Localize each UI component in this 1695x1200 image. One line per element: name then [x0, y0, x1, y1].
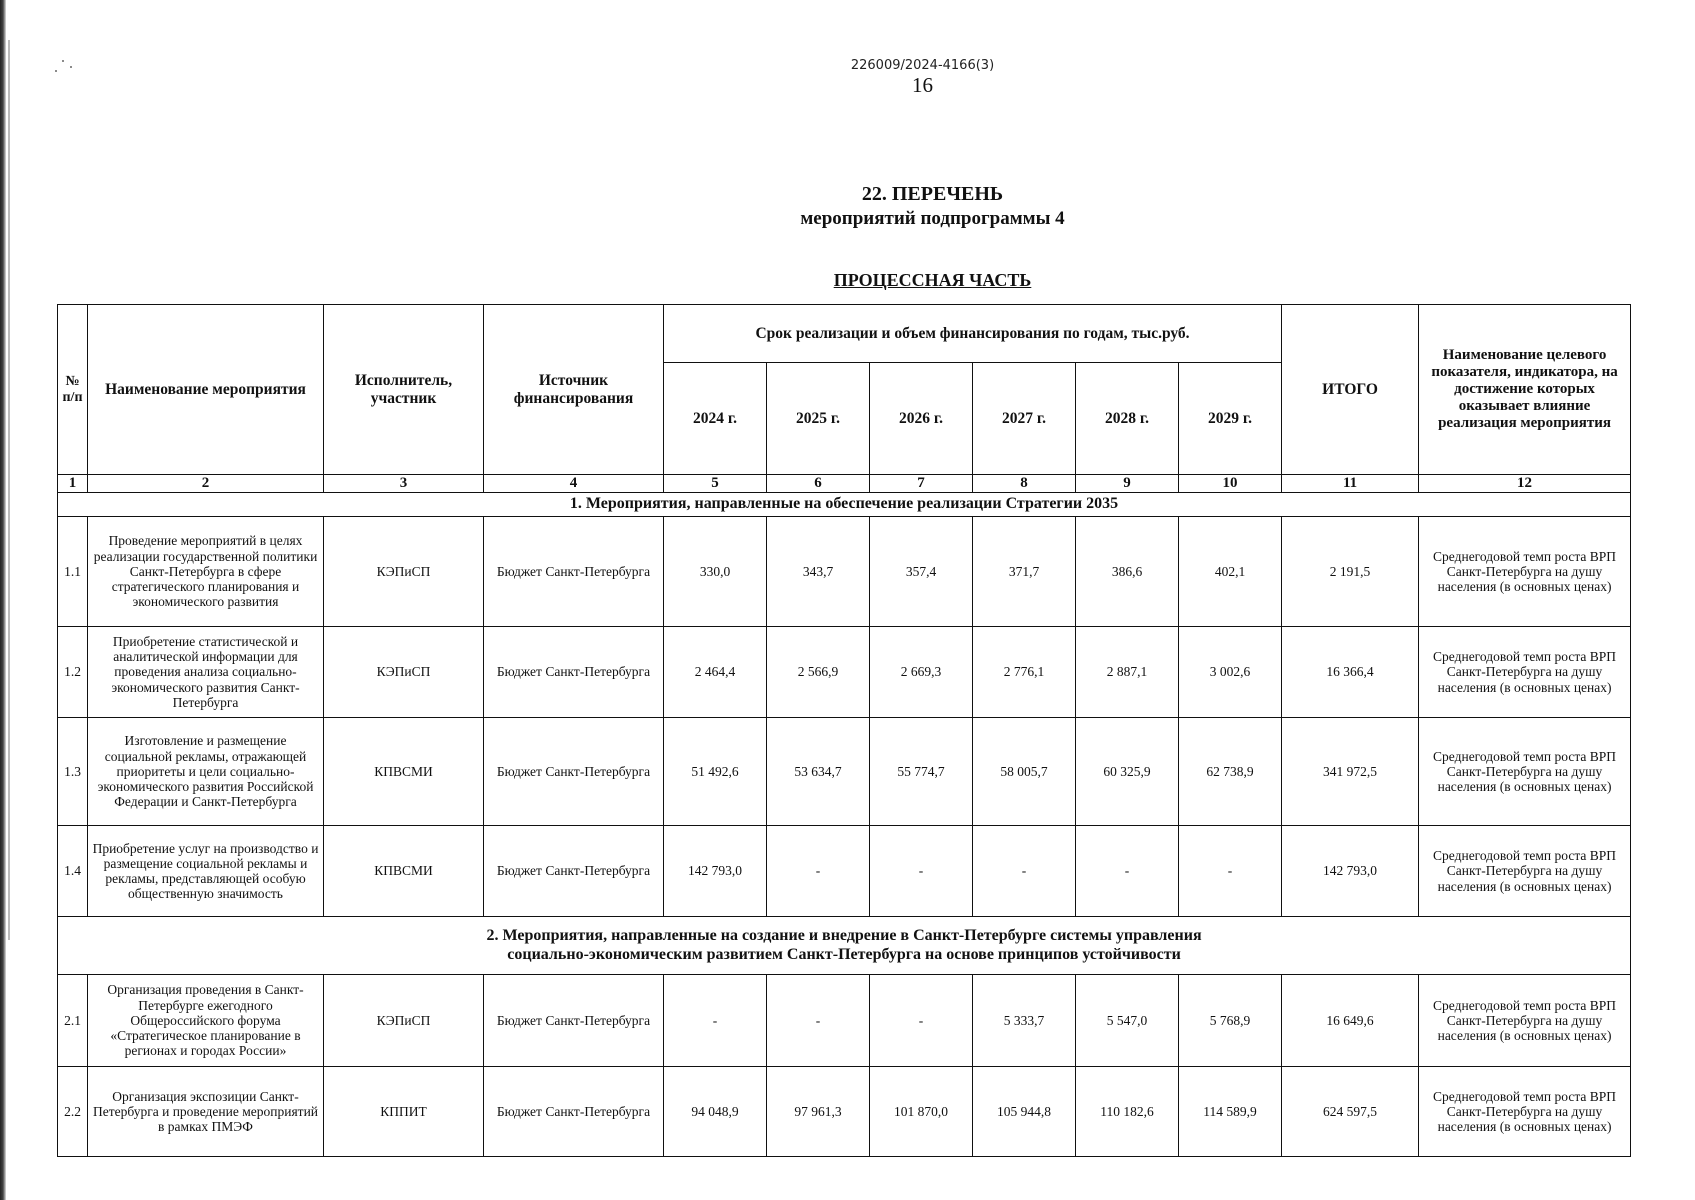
document-reference: 226009/2024-4166(3)	[850, 58, 995, 73]
header-year: 2025 г.	[767, 363, 870, 475]
year-value: 2 464,4	[664, 627, 767, 718]
header-period: Срок реализации и объем финансирования по годам, тыс.руб.	[664, 305, 1282, 363]
column-number: 10	[1179, 475, 1282, 493]
column-number: 3	[324, 475, 484, 493]
funding-source: Бюджет Санкт-Петербурга	[484, 517, 664, 627]
executor: КЭПиСП	[324, 517, 484, 627]
funding-source: Бюджет Санкт-Петербурга	[484, 826, 664, 917]
year-value: 2 669,3	[870, 627, 973, 718]
table-row	[58, 1067, 1631, 1157]
header-year: 2024 г.	[664, 363, 767, 475]
table-row	[58, 718, 1631, 826]
year-value: 343,7	[767, 517, 870, 627]
measure-name: Организация экспозиции Санкт-Петербурга и проведение мероприятий в рамках ПМЭФ	[88, 1067, 324, 1157]
column-number: 5	[664, 475, 767, 493]
header-executor: Исполнитель, участник	[324, 305, 484, 475]
header-year: 2027 г.	[973, 363, 1076, 475]
part-title: ПРОЦЕССНАЯ ЧАСТЬ	[833, 270, 1032, 290]
section-title-line: 2. Мероприятия, направленные на создание и внедрение в Санкт-Петербурге системы управления	[486, 927, 1202, 945]
measure-name: Приобретение услуг на производство и размещение социальной рекламы и рекламы, представляющей особую общественную значимость	[88, 826, 324, 917]
measure-name: Приобретение статистической и аналитической информации для проведения анализа социально-экономического развития Санкт-Петербурга	[88, 627, 324, 718]
year-value: 97 961,3	[767, 1067, 870, 1157]
funding-source: Бюджет Санкт-Петербурга	[484, 1067, 664, 1157]
row-number: 2.1	[58, 975, 88, 1067]
total-value: 624 597,5	[1282, 1067, 1419, 1157]
header-year: 2026 г.	[870, 363, 973, 475]
target-indicator: Среднегодовой темп роста ВРП Санкт-Петербурга на душу населения (в основных ценах)	[1419, 1067, 1631, 1157]
year-value: 5 333,7	[973, 975, 1076, 1067]
measure-name: Организация проведения в Санкт-Петербурге ежегодного Общероссийского форума «Стратегическое планирование в регионах и городах России»	[88, 975, 324, 1067]
year-value: -	[664, 975, 767, 1067]
year-value: 53 634,7	[767, 718, 870, 826]
funding-source: Бюджет Санкт-Петербурга	[484, 627, 664, 718]
column-number: 8	[973, 475, 1076, 493]
page-number: 16	[912, 73, 933, 97]
target-indicator: Среднегодовой темп роста ВРП Санкт-Петербурга на душу населения (в основных ценах)	[1419, 826, 1631, 917]
row-number: 2.2	[58, 1067, 88, 1157]
year-value: 58 005,7	[973, 718, 1076, 826]
column-number: 2	[88, 475, 324, 493]
total-value: 142 793,0	[1282, 826, 1419, 917]
header-year: 2029 г.	[1179, 363, 1282, 475]
column-number: 4	[484, 475, 664, 493]
measure-name: Изготовление и размещение социальной рекламы, отражающей приоритеты и цели социально-экономического развития Российской Федерации и Санкт-Петербурга	[88, 718, 324, 826]
column-number: 11	[1282, 475, 1419, 493]
section-title	[58, 917, 1631, 975]
year-value: 402,1	[1179, 517, 1282, 627]
measures-table	[57, 304, 1631, 1157]
table-row	[58, 975, 1631, 1067]
year-value: -	[1076, 826, 1179, 917]
table-row	[58, 627, 1631, 718]
document-title: 22. ПЕРЕЧЕНЬ	[861, 183, 1004, 205]
section-title-line: социально-экономическим развитием Санкт-Петербурга на основе принципов устойчивости	[507, 945, 1181, 963]
executor: КЭПиСП	[324, 627, 484, 718]
table-row	[58, 517, 1631, 627]
executor: КППИТ	[324, 1067, 484, 1157]
year-value: -	[767, 975, 870, 1067]
year-value: 101 870,0	[870, 1067, 973, 1157]
column-number: 6	[767, 475, 870, 493]
target-indicator: Среднегодовой темп роста ВРП Санкт-Петербурга на душу населения (в основных ценах)	[1419, 718, 1631, 826]
header-source: Источник финансирования	[484, 305, 664, 475]
column-number: 9	[1076, 475, 1179, 493]
year-value: 371,7	[973, 517, 1076, 627]
header-year: 2028 г.	[1076, 363, 1179, 475]
column-number: 12	[1419, 475, 1631, 493]
total-value: 16 649,6	[1282, 975, 1419, 1067]
year-value: -	[1179, 826, 1282, 917]
year-value: 330,0	[664, 517, 767, 627]
row-number: 1.3	[58, 718, 88, 826]
scan-edge-shadow	[8, 40, 10, 940]
funding-source: Бюджет Санкт-Петербурга	[484, 975, 664, 1067]
measure-name: Проведение мероприятий в целях реализации государственной политики Санкт-Петербурга в сфере стратегического планирования и экономического развития	[88, 517, 324, 627]
column-number: 1	[58, 475, 88, 493]
year-value: 5 768,9	[1179, 975, 1282, 1067]
header-no: № п/п	[58, 305, 88, 475]
scan-binding-edge	[0, 0, 6, 1200]
document-subtitle: мероприятий подпрограммы 4	[800, 208, 1065, 229]
year-value: -	[870, 826, 973, 917]
year-value: 51 492,6	[664, 718, 767, 826]
total-value: 2 191,5	[1282, 517, 1419, 627]
year-value: 105 944,8	[973, 1067, 1076, 1157]
year-value: 357,4	[870, 517, 973, 627]
row-number: 1.4	[58, 826, 88, 917]
year-value: 3 002,6	[1179, 627, 1282, 718]
year-value: -	[767, 826, 870, 917]
section-title: 1. Мероприятия, направленные на обеспечение реализации Стратегии 2035	[58, 493, 1631, 517]
year-value: 386,6	[1076, 517, 1179, 627]
target-indicator: Среднегодовой темп роста ВРП Санкт-Петербурга на душу населения (в основных ценах)	[1419, 975, 1631, 1067]
column-number-row	[58, 475, 1631, 493]
row-number: 1.1	[58, 517, 88, 627]
table-row	[58, 826, 1631, 917]
year-value: 60 325,9	[1076, 718, 1179, 826]
year-value: 94 048,9	[664, 1067, 767, 1157]
year-value: -	[973, 826, 1076, 917]
target-indicator: Среднегодовой темп роста ВРП Санкт-Петербурга на душу населения (в основных ценах)	[1419, 627, 1631, 718]
year-value: 62 738,9	[1179, 718, 1282, 826]
section-row	[58, 493, 1631, 517]
year-value: 2 566,9	[767, 627, 870, 718]
executor: КПВСМИ	[324, 718, 484, 826]
header-indicator: Наименование целевого показателя, индикатора, на достижение которых оказывает влияние реализация мероприятия	[1419, 305, 1631, 475]
year-value: 2 887,1	[1076, 627, 1179, 718]
funding-source: Бюджет Санкт-Петербурга	[484, 718, 664, 826]
column-number: 7	[870, 475, 973, 493]
header-name: Наименование мероприятия	[88, 305, 324, 475]
year-value: 5 547,0	[1076, 975, 1179, 1067]
year-value: 2 776,1	[973, 627, 1076, 718]
total-value: 341 972,5	[1282, 718, 1419, 826]
year-value: 55 774,7	[870, 718, 973, 826]
target-indicator: Среднегодовой темп роста ВРП Санкт-Петербурга на душу населения (в основных ценах)	[1419, 517, 1631, 627]
total-value: 16 366,4	[1282, 627, 1419, 718]
row-number: 1.2	[58, 627, 88, 718]
year-value: 110 182,6	[1076, 1067, 1179, 1157]
year-value: -	[870, 975, 973, 1067]
year-value: 142 793,0	[664, 826, 767, 917]
header-total: ИТОГО	[1282, 305, 1419, 475]
year-value: 114 589,9	[1179, 1067, 1282, 1157]
executor: КЭПиСП	[324, 975, 484, 1067]
executor: КПВСМИ	[324, 826, 484, 917]
section-row	[58, 917, 1631, 975]
